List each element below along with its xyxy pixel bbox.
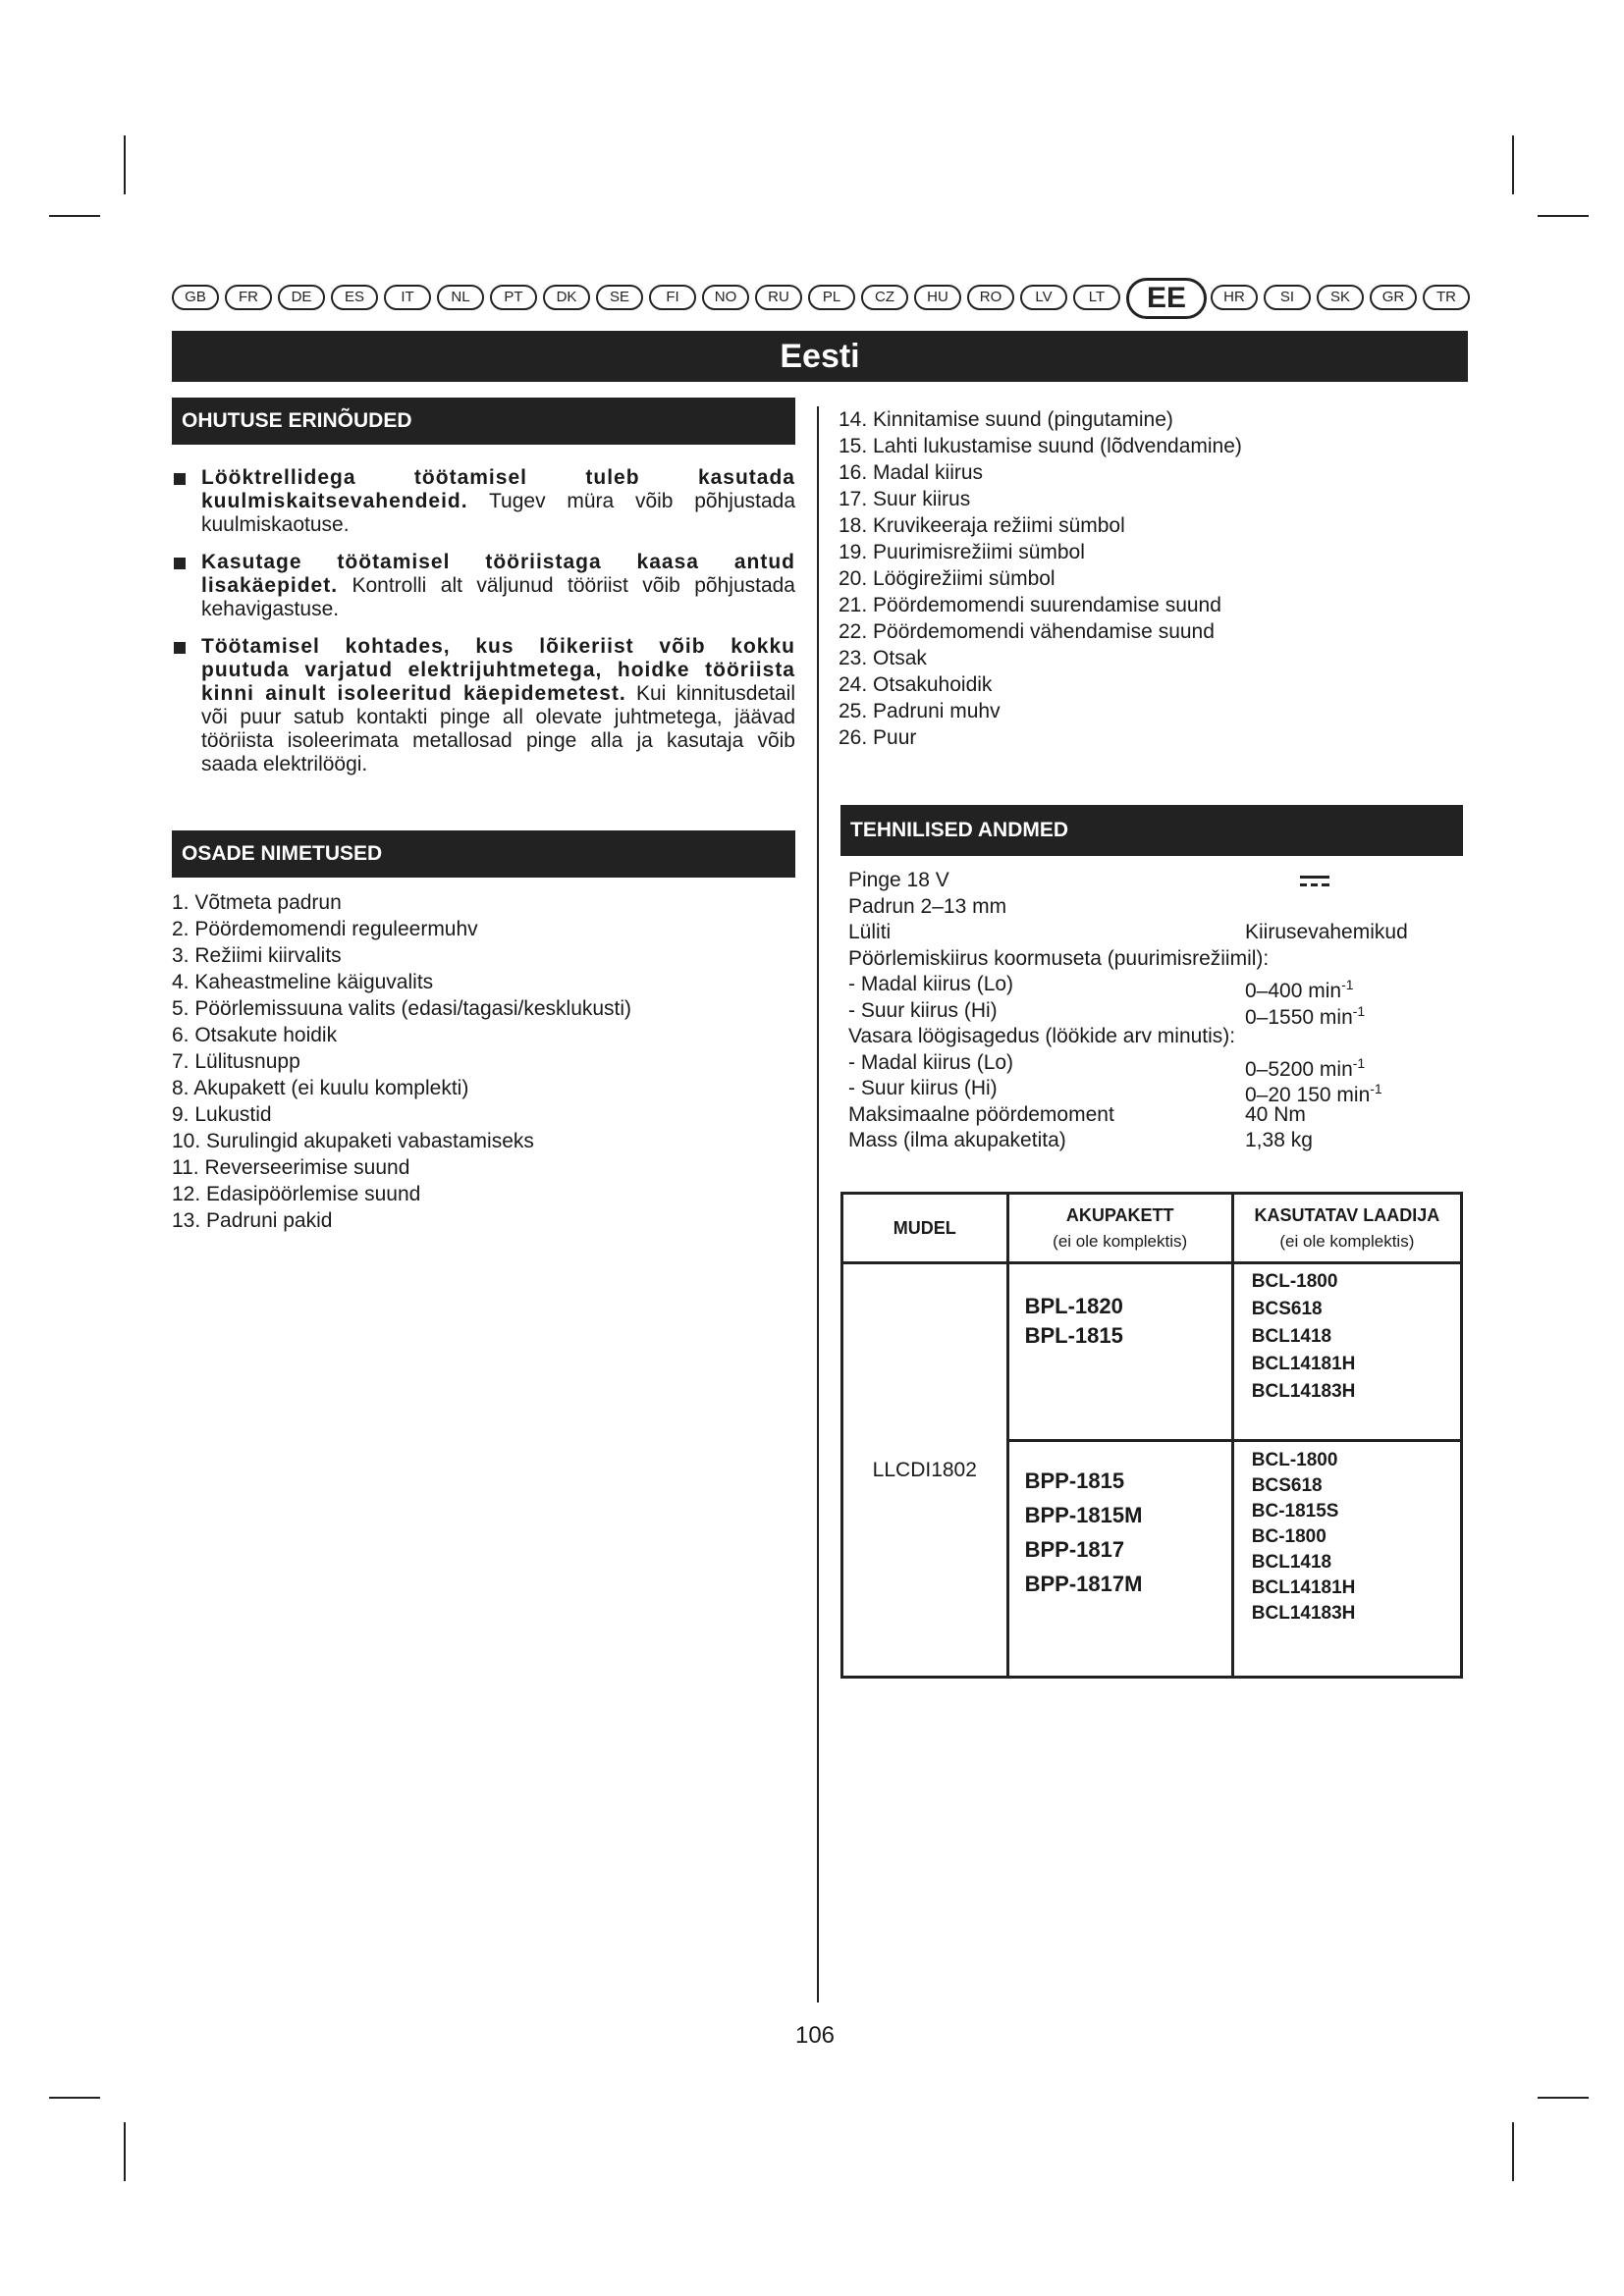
language-it-button[interactable]: IT [384, 285, 431, 310]
safety-item [172, 635, 795, 776]
charger-cell [1232, 1441, 1461, 1678]
part-item: 8. Akupakett (ei kuulu komplekti) [172, 1077, 469, 1099]
tech-heading: TEHNILISED ANDMED [840, 805, 1463, 856]
language-sk-button[interactable]: SK [1317, 285, 1364, 310]
spec-label: Maksimaalne pöördemoment [848, 1102, 1114, 1126]
part-item: 1. Võtmeta padrun [172, 891, 342, 914]
charger-model: BCL14181H [1251, 1577, 1356, 1598]
safety-item-bold: Töötamisel kohtades, kus lõikeriist võib kokku puutuda varjatud elektrijuhtmetega, hoidke tööriista kinni ainult isoleeritud käepidemetest. [201, 635, 795, 705]
table-row [842, 1263, 1462, 1441]
language-de-button[interactable]: DE [278, 285, 325, 310]
safety-item-bold: Lööktrellidega töötamisel tuleb kasutada kuulmiskaitsevahendeid. [201, 466, 795, 512]
charger-model: BCL14183H [1251, 1381, 1356, 1402]
crop-mark [1512, 2122, 1514, 2181]
safety-item-text: Kui kinnitusdetail või puur satub kontakti pinge all olevate juhtmetega, jäävad tööriista isoleerimata metallosad pinge alla ja kasutaja võib saada elektrilöögi. [201, 682, 795, 775]
crop-mark [124, 2122, 126, 2181]
charger-model: BCS618 [1251, 1475, 1323, 1496]
page-number: 106 [794, 2022, 836, 2049]
spec-label: - Suur kiirus (Hi) [848, 998, 998, 1022]
charger-model: BC-1815S [1251, 1501, 1339, 1522]
language-cz-button[interactable]: CZ [861, 285, 908, 310]
part-item: 12. Edasipöörlemise suund [172, 1183, 421, 1205]
charger-model: BCL-1800 [1251, 1450, 1338, 1470]
part-item: 20. Löögirežiimi sümbol [839, 567, 1056, 590]
crop-mark [1512, 135, 1514, 194]
direct-current-icon [1300, 876, 1329, 889]
page-title: Eesti [172, 331, 1468, 382]
charger-model: BCL1418 [1251, 1326, 1332, 1347]
part-item: 6. Otsakute hoidik [172, 1024, 338, 1046]
spec-row [848, 946, 1457, 973]
crop-mark [1538, 215, 1589, 217]
charger-cell [1232, 1263, 1461, 1441]
parts-list-left [172, 889, 800, 1234]
part-item: 5. Pöörlemissuuna valits (edasi/tagasi/kesklukusti) [172, 997, 632, 1020]
part-item: 13. Padruni pakid [172, 1209, 333, 1232]
spec-label: - Madal kiirus (Lo) [848, 1050, 1014, 1074]
language-ru-button[interactable]: RU [755, 285, 802, 310]
bullet-square-icon [174, 642, 186, 654]
battery-cell [1007, 1441, 1232, 1678]
spec-label: Lüliti [848, 921, 892, 943]
spec-value: 0–5200 $\min^{-1}$ [1245, 1054, 1366, 1081]
part-item: 15. Lahti lukustamise suund (lõdvendamine) [839, 435, 1242, 457]
battery-model: BPL-1820 [1024, 1294, 1123, 1318]
part-item: 26. Puur [839, 726, 917, 749]
part-item: 7. Lülitusnupp [172, 1050, 300, 1073]
crop-mark [49, 215, 100, 217]
language-hu-button[interactable]: HU [914, 285, 961, 310]
safety-heading: OHUTUSE ERINÕUDED [172, 398, 795, 445]
battery-model: BPP-1815M [1024, 1503, 1143, 1527]
language-fi-button[interactable]: FI [649, 285, 696, 310]
parts-heading: OSADE NIMETUSED [172, 830, 795, 878]
part-item: 2. Pöördemomendi reguleermuhv [172, 918, 478, 940]
spec-value: 0–1550 $\min^{-1}$ [1245, 1002, 1366, 1029]
model-cell: LLCDI1802 [842, 1263, 1008, 1678]
part-item: 19. Puurimisrežiimi sümbol [839, 541, 1085, 563]
charger-model: BC-1800 [1251, 1526, 1326, 1547]
part-item: 3. Režiimi kiirvalits [172, 944, 342, 967]
language-tr-button[interactable]: TR [1423, 285, 1470, 310]
language-lv-button[interactable]: LV [1020, 285, 1067, 310]
part-item: 23. Otsak [839, 647, 927, 669]
spec-row [848, 868, 1457, 894]
safety-item [172, 551, 795, 621]
crop-mark [49, 2097, 100, 2099]
charger-model: BCL-1800 [1251, 1271, 1338, 1292]
crop-mark [124, 135, 126, 194]
spec-value: 0–20 150 $\min^{-1}$ [1245, 1081, 1382, 1106]
language-lt-button[interactable]: LT [1073, 285, 1120, 310]
spec-row [848, 1102, 1457, 1129]
spec-row [848, 972, 1457, 1002]
spec-value: 1,38 kg [1245, 1129, 1313, 1151]
part-item: 21. Pöördemomendi suurendamise suund [839, 594, 1221, 616]
parts-list-right [839, 406, 1467, 751]
part-item: 18. Kruvikeeraja režiimi sümbol [839, 514, 1125, 537]
language-se-button[interactable]: SE [596, 285, 643, 310]
part-item: 24. Otsakuhoidik [839, 673, 993, 696]
spec-label: Mass (ilma akupaketita) [848, 1129, 1066, 1151]
charger-model: BCL14181H [1251, 1354, 1356, 1374]
part-item: 16. Madal kiirus [839, 461, 984, 484]
charger-model: BCL1418 [1251, 1552, 1332, 1573]
battery-model: BPP-1817 [1024, 1537, 1125, 1562]
part-item: 14. Kinnitamise suund (pingutamine) [839, 408, 1173, 431]
column-divider [817, 406, 819, 2002]
spec-value: Kiirusevahemikud [1245, 921, 1408, 943]
header-battery: AKUPAKETT (ei ole komplektis) [1007, 1194, 1232, 1263]
bullet-square-icon [174, 473, 186, 485]
crop-mark [1538, 2097, 1589, 2099]
language-gb-button[interactable]: GB [172, 285, 219, 310]
safety-item-text: Tugev müra võib põhjustada kuulmiskaotuse. [201, 490, 795, 536]
header-charger: KASUTATAV LAADIJA (ei ole komplektis) [1232, 1194, 1461, 1263]
spec-row [848, 1024, 1457, 1050]
part-item: 10. Surulingid akupaketi vabastamiseks [172, 1130, 534, 1152]
spec-row [848, 998, 1457, 1029]
language-gr-button[interactable]: GR [1370, 285, 1417, 310]
battery-model: BPP-1817M [1024, 1572, 1143, 1596]
safety-list [172, 466, 795, 790]
part-item: 25. Padruni muhv [839, 700, 1001, 722]
language-fr-button[interactable]: FR [225, 285, 272, 310]
battery-model: BPP-1815 [1024, 1468, 1125, 1493]
part-item: 11. Reverseerimise suund [172, 1156, 410, 1179]
language-hr-button[interactable]: HR [1211, 285, 1258, 310]
battery-model: BPL-1815 [1024, 1323, 1123, 1348]
safety-item-text: Kontrolli alt väljunud tööriist võib põhjustada kehavigastuse. [201, 574, 795, 620]
spec-label: Pöörlemiskiirus koormuseta (puurimisrežiimil): [848, 946, 1270, 970]
battery-cell [1007, 1263, 1232, 1441]
part-item: 9. Lukustid [172, 1103, 272, 1126]
part-item: 17. Suur kiirus [839, 488, 971, 510]
language-es-button[interactable]: ES [331, 285, 378, 310]
spec-label: Padrun 2–13 mm [848, 894, 1007, 918]
charger-model: BCS618 [1251, 1299, 1323, 1319]
spec-row [848, 894, 1457, 921]
header-model: MUDEL [842, 1194, 1008, 1263]
language-si-button[interactable]: SI [1264, 285, 1311, 310]
spec-value: 0–400 $\min^{-1}$ [1245, 977, 1354, 1002]
language-ee-button[interactable]: EE [1126, 278, 1207, 319]
language-no-button[interactable]: NO [702, 285, 749, 310]
part-item: 4. Kaheastmeline käiguvalits [172, 971, 434, 993]
tech-spec-list [848, 868, 1457, 1154]
safety-item-bold: Kasutage töötamisel tööriistaga kaasa antud lisakäepidet. [201, 551, 795, 597]
language-pl-button[interactable]: PL [808, 285, 855, 310]
models-table [840, 1192, 1463, 1679]
charger-model: BCL14183H [1251, 1603, 1356, 1624]
spec-row [848, 1050, 1457, 1081]
spec-label: - Suur kiirus (Hi) [848, 1077, 998, 1099]
spec-label: - Madal kiirus (Lo) [848, 973, 1014, 995]
spec-row [848, 1076, 1457, 1106]
language-pt-button[interactable]: PT [490, 285, 537, 310]
spec-label: Pinge 18 V [848, 869, 949, 891]
spec-label: Vasara löögisagedus (löökide arv minutis): [848, 1025, 1236, 1047]
spec-row [848, 1128, 1457, 1154]
bullet-square-icon [174, 558, 186, 569]
language-selector-row [172, 278, 1468, 321]
language-dk-button[interactable]: DK [543, 285, 590, 310]
language-nl-button[interactable]: NL [437, 285, 484, 310]
spec-row [848, 920, 1457, 946]
language-ro-button[interactable]: RO [967, 285, 1014, 310]
safety-item [172, 466, 795, 537]
part-item: 22. Pöördemomendi vähendamise suund [839, 620, 1215, 643]
spec-value: 40 Nm [1245, 1102, 1306, 1126]
table-header-row [842, 1194, 1462, 1263]
